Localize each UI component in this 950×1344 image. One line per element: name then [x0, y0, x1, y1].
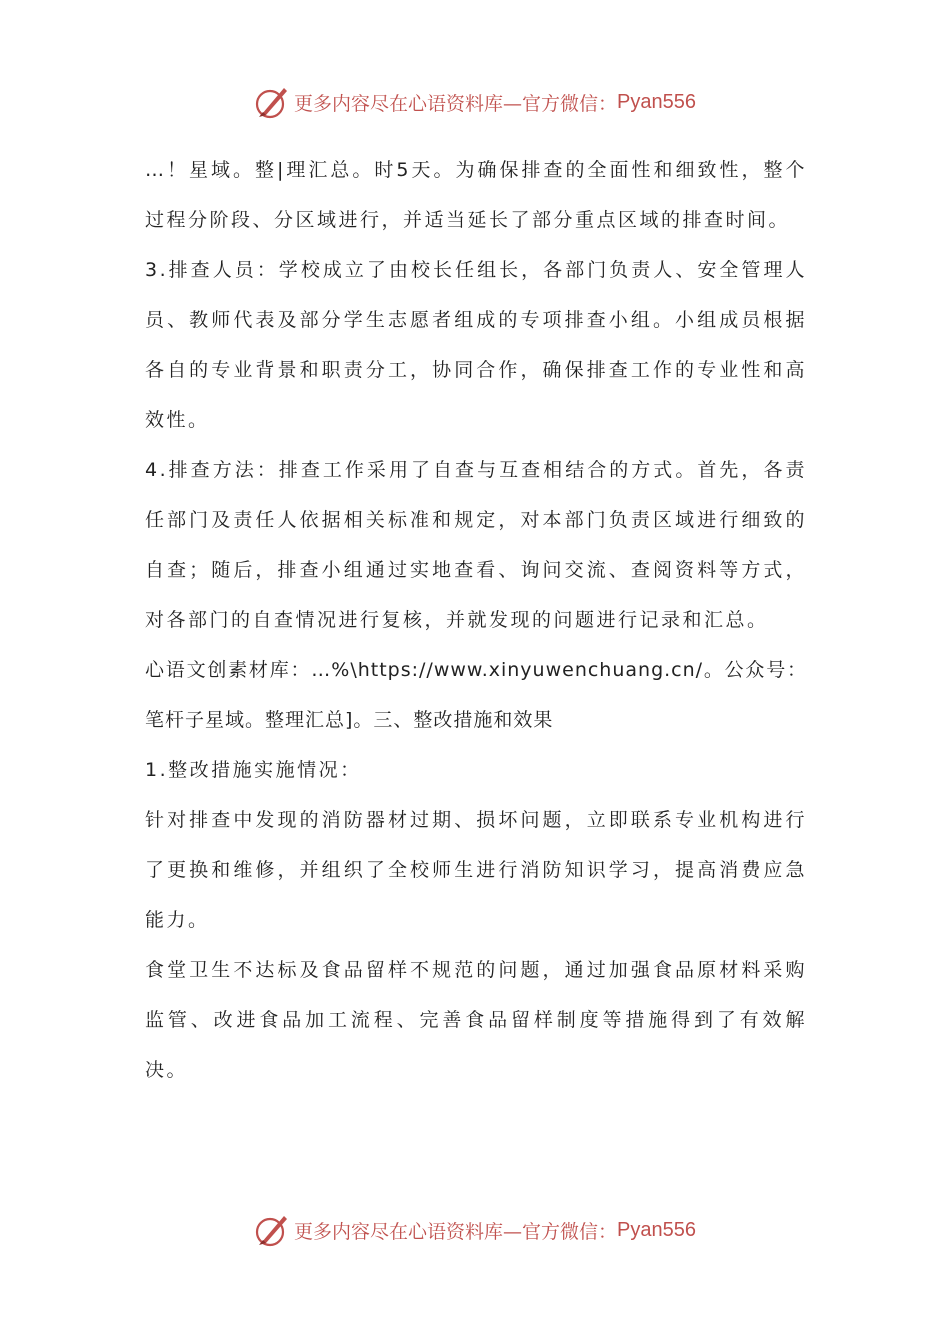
header-banner — [0, 82, 950, 122]
banner-wechat-handle: Pyan556 — [617, 90, 696, 113]
quill-pen-logo-icon — [254, 1212, 290, 1248]
paragraph-measures-heading: 1.整改措施实施情况： — [145, 759, 362, 781]
banner-wechat-handle: Pyan556 — [617, 1218, 696, 1241]
paragraph-method: 4.排查方法：排查工作采用了自查与互查相结合的方式。首先，各责任部门及责任人依据相关标准和规定，对本部门负责区域进行细致的自查；随后，排查小组通过实地查看、询问交流、查阅资料等方式，对各部门的自查情况进行复核，并就发现的问题进行记录和汇总。 — [145, 459, 807, 631]
quill-pen-logo-icon — [254, 84, 290, 120]
paragraph-intro: …！星域。整|理汇总。时5天。为确保排查的全面性和细致性，整个过程分阶段、分区域进行，并适当延长了部分重点区域的排查时间。 — [145, 159, 807, 231]
paragraph-fire-equipment: 针对排查中发现的消防器材过期、损坏问题，立即联系专业机构进行了更换和维修，并组织了全校师生进行消防知识学习，提高消费应急能力。 — [145, 809, 807, 931]
banner-text: 更多内容尽在心语资料库—官方微信： — [294, 1220, 618, 1243]
paragraph-source-note: 心语文创素材库：…%\https://www.xinyuwenchuang.cn/。公众号：笔杆子星域。整理汇总]。三、整改措施和效果 — [145, 659, 807, 731]
banner-text: 更多内容尽在心语资料库—官方微信： — [294, 92, 618, 115]
paragraph-canteen: 食堂卫生不达标及食品留样不规范的问题，通过加强食品原材料采购监管、改进食品加工流程、完善食品留样制度等措施得到了有效解决。 — [145, 959, 807, 1081]
document-body — [145, 145, 807, 1095]
footer-banner — [0, 1210, 950, 1250]
paragraph-staff: 3.排查人员：学校成立了由校长任组长，各部门负责人、安全管理人员、教师代表及部分学生志愿者组成的专项排查小组。小组成员根据各自的专业背景和职责分工，协同合作，确保排查工作的专业性和高效性。 — [145, 259, 807, 431]
